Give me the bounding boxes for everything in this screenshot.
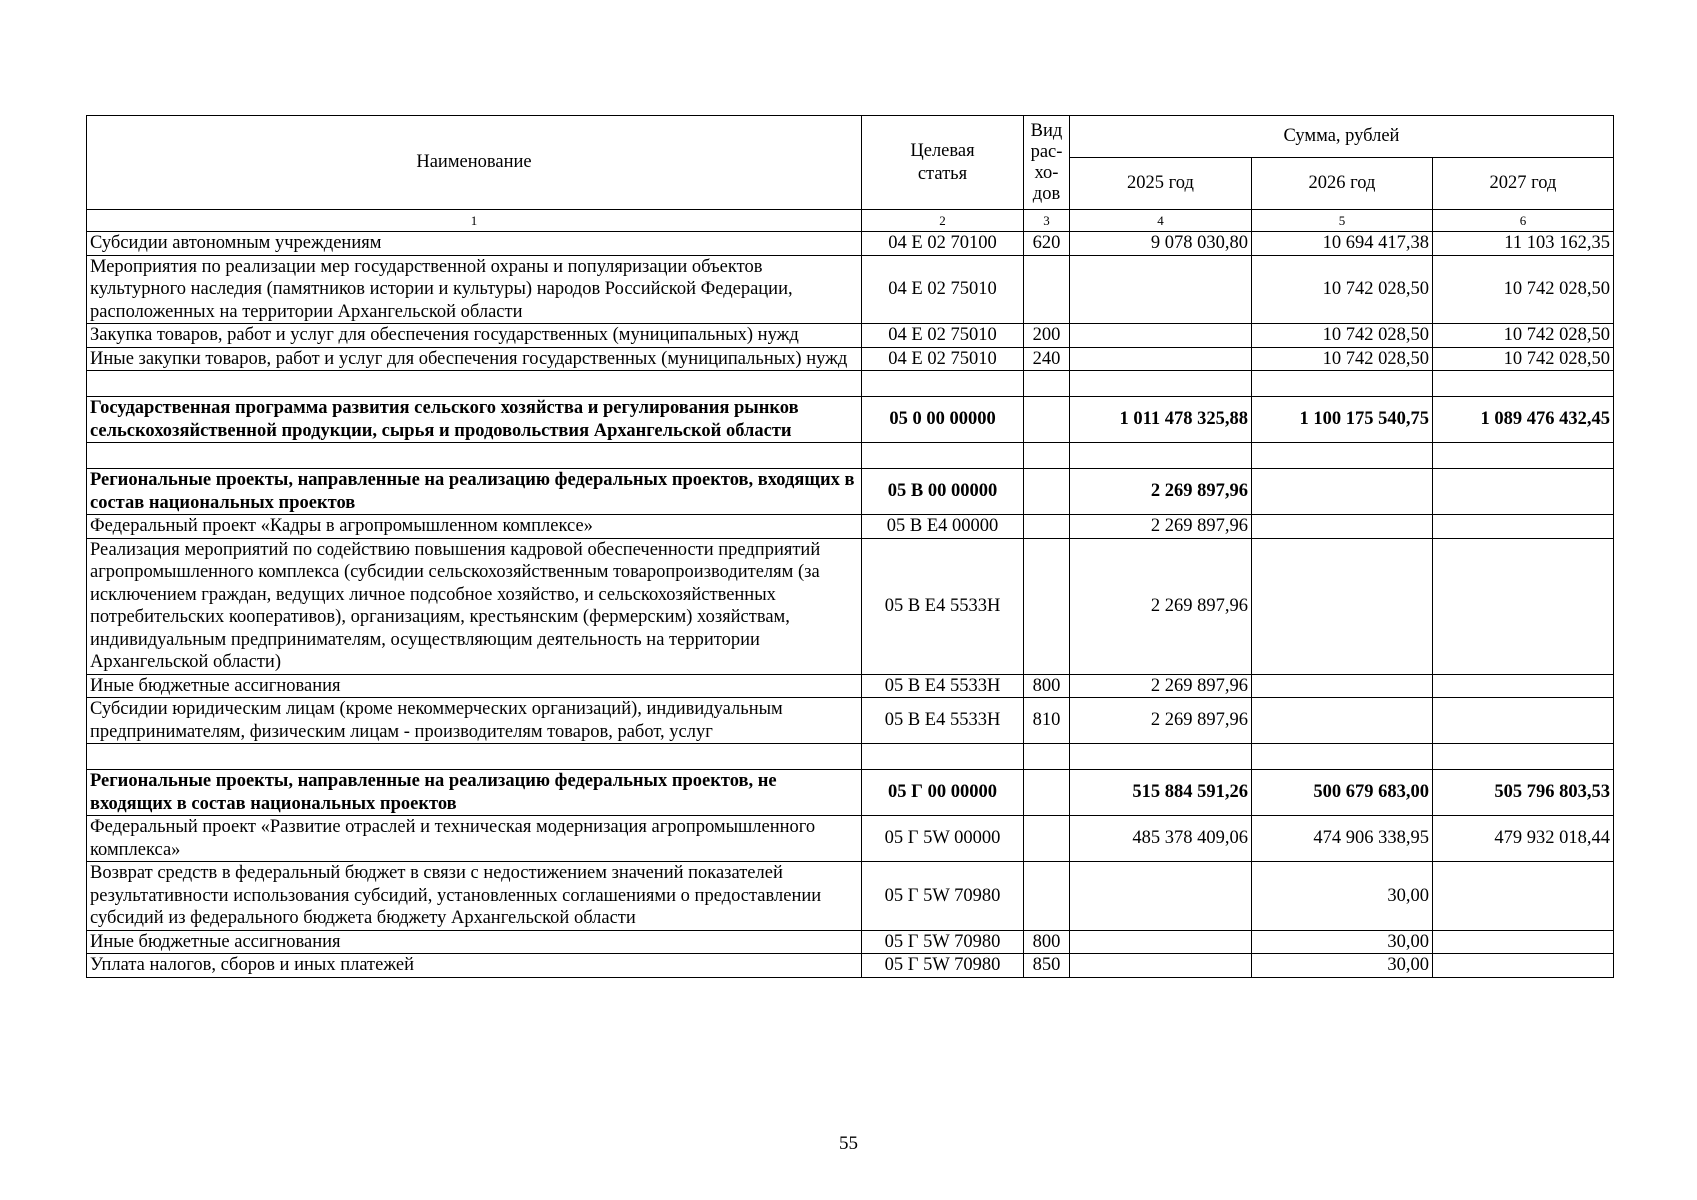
row-amount-2025 [1070, 324, 1252, 348]
row-amount-2026: 1 100 175 540,75 [1252, 397, 1433, 443]
row-amount-2027 [1433, 930, 1614, 954]
table-row [87, 954, 1614, 978]
row-amount-2025: 2 269 897,96 [1070, 698, 1252, 744]
row-amount-2025: 2 269 897,96 [1070, 469, 1252, 515]
row-expense-type: 240 [1024, 347, 1070, 371]
row-amount-2027 [1433, 698, 1614, 744]
table-row [87, 347, 1614, 371]
row-code: 05 0 00 00000 [862, 397, 1024, 443]
row-expense-type [1024, 255, 1070, 324]
row-amount-2027: 1 089 476 432,45 [1433, 397, 1614, 443]
row-amount-2027: 505 796 803,53 [1433, 770, 1614, 816]
row-amount-2025: 485 378 409,06 [1070, 816, 1252, 862]
row-amount-2027 [1433, 515, 1614, 539]
row-amount-2025 [1070, 954, 1252, 978]
row-amount-2025 [1070, 347, 1252, 371]
row-amount-2027 [1433, 862, 1614, 931]
header-sum-group: Сумма, рублей [1070, 116, 1614, 158]
row-amount-2026: 30,00 [1252, 954, 1433, 978]
header-year-2025: 2025 год [1070, 158, 1252, 210]
row-amount-2025 [1070, 930, 1252, 954]
row-name: Уплата налогов, сборов и иных платежей [87, 954, 862, 978]
row-code: 05 Г 5W 00000 [862, 816, 1024, 862]
row-code: 04 Е 02 75010 [862, 255, 1024, 324]
row-amount-2025 [1070, 255, 1252, 324]
row-code: 05 В Е4 5533Н [862, 538, 1024, 674]
table-row [87, 324, 1614, 348]
row-code: 05 В Е4 5533Н [862, 698, 1024, 744]
row-amount-2025: 2 269 897,96 [1070, 538, 1252, 674]
table-row [87, 255, 1614, 324]
row-amount-2027: 479 932 018,44 [1433, 816, 1614, 862]
row-expense-type: 850 [1024, 954, 1070, 978]
header-year-2027: 2027 год [1433, 158, 1614, 210]
header-year-2026: 2026 год [1252, 158, 1433, 210]
spacer-row [87, 744, 1614, 770]
row-amount-2027: 11 103 162,35 [1433, 232, 1614, 256]
table-row [87, 770, 1614, 816]
row-name: Региональные проекты, направленные на реализацию федеральных проектов, не входящих в состав национальных проектов [87, 770, 862, 816]
header-target-article: Целевая статья [862, 116, 1024, 210]
table-row [87, 538, 1614, 674]
table-row [87, 698, 1614, 744]
row-amount-2026 [1252, 698, 1433, 744]
row-expense-type: 800 [1024, 930, 1070, 954]
row-code: 05 Г 5W 70980 [862, 954, 1024, 978]
row-name: Мероприятия по реализации мер государственной охраны и популяризации объектов культурного наследия (памятников истории и культуры) народов Российской Федерации, расположенных на территории Архангельской области [87, 255, 862, 324]
row-amount-2027 [1433, 469, 1614, 515]
row-name: Возврат средств в федеральный бюджет в связи с недостижением значений показателей результативности использования субсидий, установленных соглашениями о предоставлении субсидий из федерального бюджета бюджету Архангельской области [87, 862, 862, 931]
row-expense-type: 200 [1024, 324, 1070, 348]
row-code: 05 В Е4 00000 [862, 515, 1024, 539]
row-amount-2027: 10 742 028,50 [1433, 347, 1614, 371]
table-row [87, 674, 1614, 698]
row-expense-type: 800 [1024, 674, 1070, 698]
row-amount-2026: 30,00 [1252, 930, 1433, 954]
header-name: Наименование [87, 116, 862, 210]
row-expense-type [1024, 770, 1070, 816]
row-name: Иные закупки товаров, работ и услуг для обеспечения государственных (муниципальных) нужд [87, 347, 862, 371]
row-amount-2025: 515 884 591,26 [1070, 770, 1252, 816]
column-number-3: 3 [1024, 210, 1070, 232]
row-name: Региональные проекты, направленные на реализацию федеральных проектов, входящих в состав национальных проектов [87, 469, 862, 515]
row-name: Реализация мероприятий по содействию повышения кадровой обеспеченности предприятий агропромышленного комплекса (субсидии сельскохозяйственным товаропроизводителям (за исключением граждан, ведущих личное подсобное хозяйство, и сельскохозяйственных потребительских кооперативов), организациям, крестьянским (фермерским) хозяйствам, индивидуальным предпринимателям, осуществляющим деятельность на территории Архангельской области) [87, 538, 862, 674]
row-name: Федеральный проект «Развитие отраслей и техническая модернизация агропромышленного комплекса» [87, 816, 862, 862]
row-amount-2026 [1252, 674, 1433, 698]
row-expense-type: 620 [1024, 232, 1070, 256]
row-name: Субсидии автономным учреждениям [87, 232, 862, 256]
row-expense-type: 810 [1024, 698, 1070, 744]
table-row [87, 469, 1614, 515]
row-amount-2026: 10 742 028,50 [1252, 255, 1433, 324]
row-code: 04 Е 02 75010 [862, 347, 1024, 371]
table-row [87, 397, 1614, 443]
row-amount-2026 [1252, 515, 1433, 539]
row-expense-type [1024, 515, 1070, 539]
row-amount-2026: 500 679 683,00 [1252, 770, 1433, 816]
row-name: Государственная программа развития сельского хозяйства и регулирования рынков сельскохозяйственной продукции, сырья и продовольствия Архангельской области [87, 397, 862, 443]
row-expense-type [1024, 397, 1070, 443]
column-number-4: 4 [1070, 210, 1252, 232]
row-name: Закупка товаров, работ и услуг для обеспечения государственных (муниципальных) нужд [87, 324, 862, 348]
row-name: Субсидии юридическим лицам (кроме некоммерческих организаций), индивидуальным предпринимателям, физическим лицам - производителям товаров, работ, услуг [87, 698, 862, 744]
row-amount-2027 [1433, 538, 1614, 674]
row-name: Федеральный проект «Кадры в агропромышленном комплексе» [87, 515, 862, 539]
page-number: 55 [839, 1133, 858, 1154]
row-amount-2026: 10 742 028,50 [1252, 324, 1433, 348]
column-number-2: 2 [862, 210, 1024, 232]
row-amount-2025 [1070, 862, 1252, 931]
spacer-row [87, 443, 1614, 469]
row-amount-2027: 10 742 028,50 [1433, 255, 1614, 324]
row-code: 05 В Е4 5533Н [862, 674, 1024, 698]
row-expense-type [1024, 538, 1070, 674]
column-number-6: 6 [1433, 210, 1614, 232]
row-amount-2026: 474 906 338,95 [1252, 816, 1433, 862]
header-expense-type: Вид рас-хо-дов [1024, 116, 1070, 210]
row-amount-2025: 2 269 897,96 [1070, 674, 1252, 698]
table-row [87, 862, 1614, 931]
row-code: 05 В 00 00000 [862, 469, 1024, 515]
row-amount-2025: 2 269 897,96 [1070, 515, 1252, 539]
table-row [87, 232, 1614, 256]
row-amount-2026: 10 742 028,50 [1252, 347, 1433, 371]
table-row [87, 816, 1614, 862]
table-row [87, 515, 1614, 539]
row-amount-2027 [1433, 954, 1614, 978]
row-code: 04 Е 02 70100 [862, 232, 1024, 256]
row-amount-2026: 10 694 417,38 [1252, 232, 1433, 256]
row-amount-2026 [1252, 469, 1433, 515]
table-row [87, 930, 1614, 954]
row-amount-2026 [1252, 538, 1433, 674]
row-expense-type [1024, 862, 1070, 931]
row-name: Иные бюджетные ассигнования [87, 930, 862, 954]
row-name: Иные бюджетные ассигнования [87, 674, 862, 698]
row-amount-2027 [1433, 674, 1614, 698]
column-number-1: 1 [87, 210, 862, 232]
row-amount-2025: 9 078 030,80 [1070, 232, 1252, 256]
row-expense-type [1024, 816, 1070, 862]
row-expense-type [1024, 469, 1070, 515]
column-number-5: 5 [1252, 210, 1433, 232]
row-code: 05 Г 00 00000 [862, 770, 1024, 816]
row-code: 05 Г 5W 70980 [862, 930, 1024, 954]
budget-table [86, 115, 1614, 978]
row-code: 05 Г 5W 70980 [862, 862, 1024, 931]
spacer-row [87, 371, 1614, 397]
row-code: 04 Е 02 75010 [862, 324, 1024, 348]
row-amount-2026: 30,00 [1252, 862, 1433, 931]
row-amount-2027: 10 742 028,50 [1433, 324, 1614, 348]
row-amount-2025: 1 011 478 325,88 [1070, 397, 1252, 443]
